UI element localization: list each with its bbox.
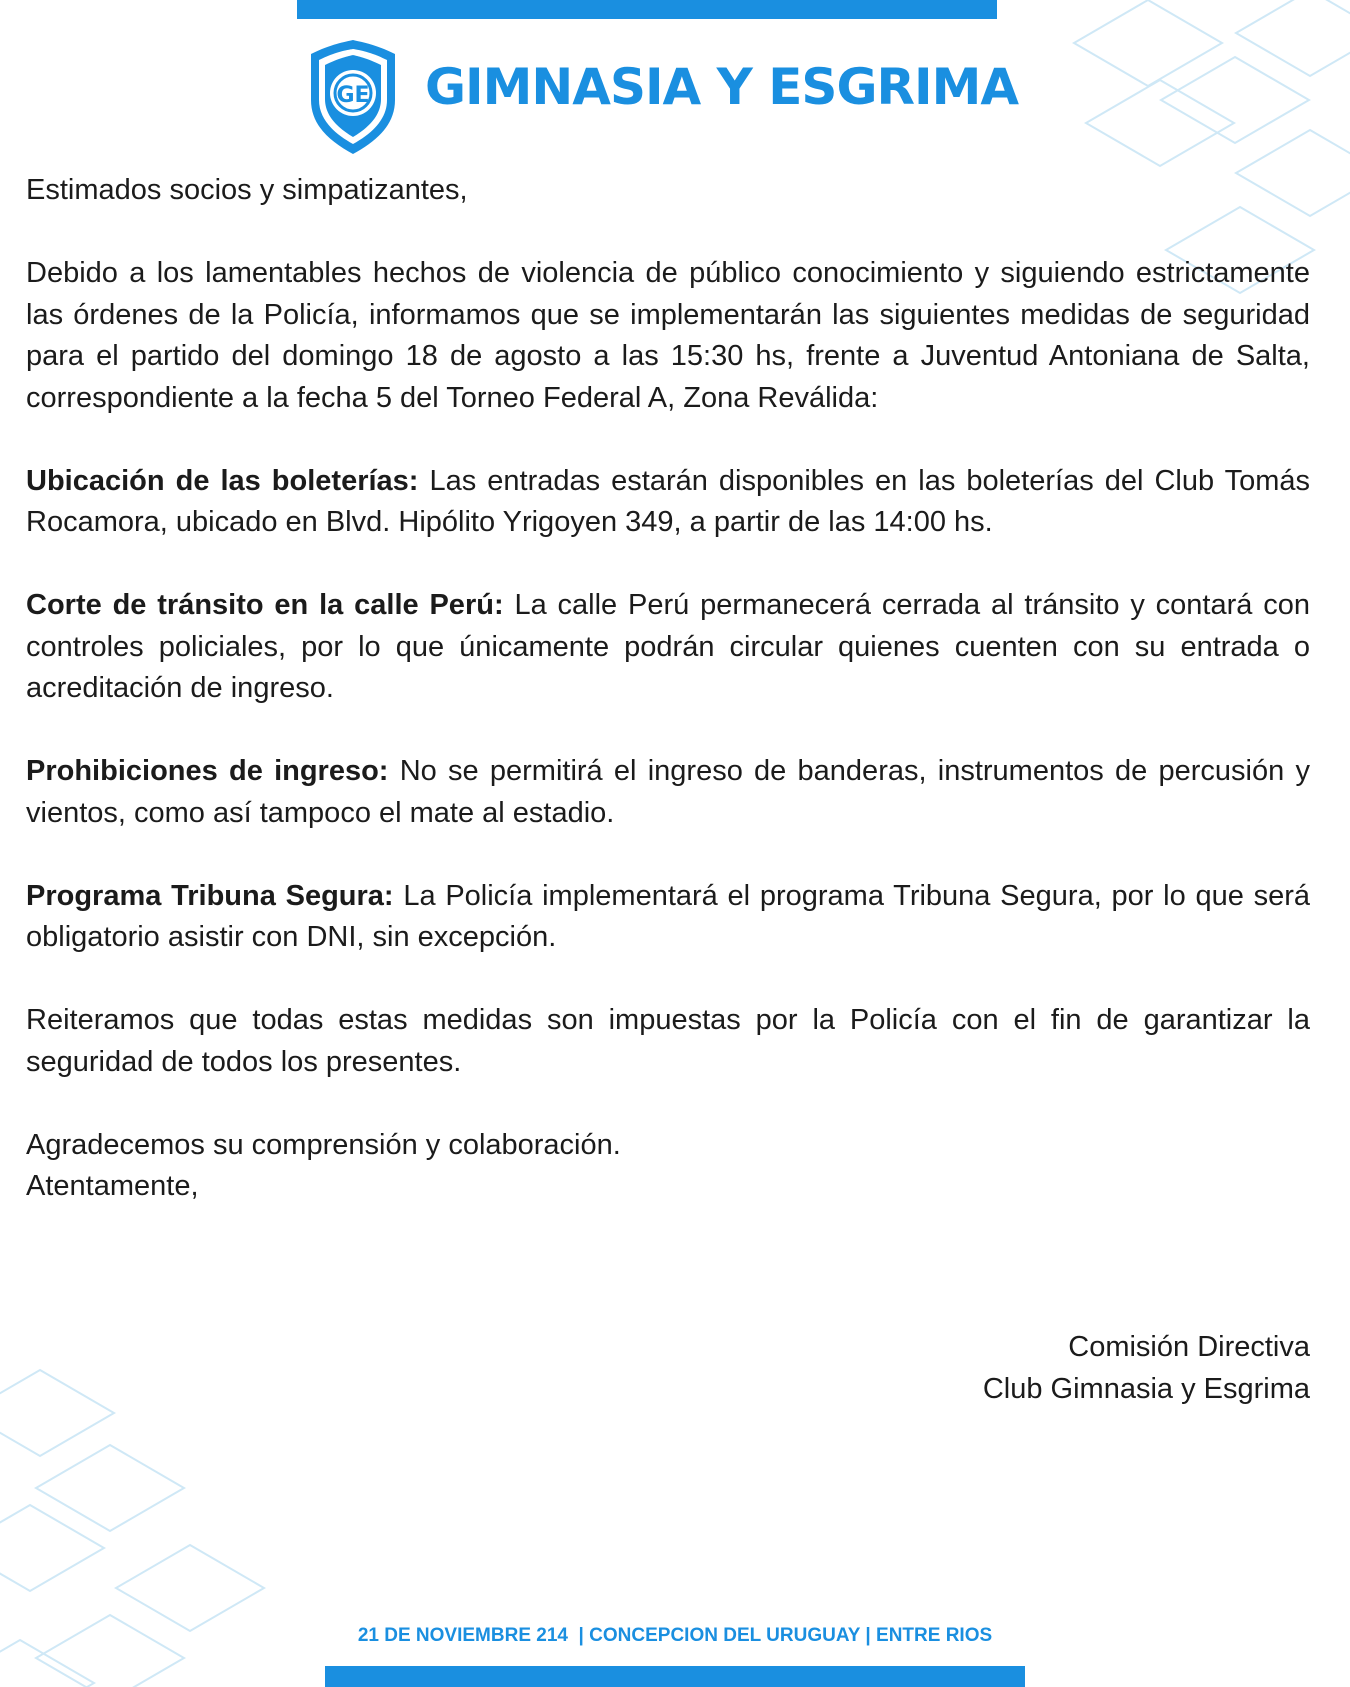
section-heading: Programa Tribuna Segura: — [26, 879, 394, 912]
signature-block — [983, 1327, 1310, 1410]
section-heading: Corte de tránsito en la calle Perú: — [26, 589, 504, 621]
section-heading: Prohibiciones de ingreso: — [26, 755, 389, 787]
intro-paragraph: Debido a los lamentables hechos de violencia de público conocimiento y siguiendo estrictamente las órdenes de la Policía, informamos que se implementarán las siguientes medidas de seguridad para el partido del domingo 18 de agosto a las 15:30 hs, frente a Juventud Antoniana de Salta, correspondiente a la fecha 5 del Torneo Federal A, Zona Reválida: — [26, 257, 1310, 414]
signature-line-1: Comisión Directiva — [1068, 1331, 1310, 1363]
bottom-accent-bar — [325, 1666, 1025, 1687]
shield-crest-icon — [305, 40, 401, 154]
footer-province: ENTRE RIOS — [876, 1625, 993, 1646]
club-name: GIMNASIA Y ESGRIMA — [425, 58, 1019, 116]
footer-address — [0, 1625, 1350, 1647]
section-tribuna-segura — [26, 876, 1310, 959]
letter-body — [26, 170, 1310, 1208]
club-header — [305, 40, 1025, 155]
greeting: Estimados socios y simpatizantes, — [26, 174, 468, 206]
section-text: La calle Perú permanecerá cerrada al tránsito y contará con controles policiales, por lo que únicamente podrán circular quienes cuenten con su entrada o acreditación de ingreso. — [26, 589, 1311, 704]
footer-separator: | — [865, 1625, 871, 1646]
section-prohibiciones — [26, 751, 1310, 834]
section-text: Las entradas estarán disponibles en las boleterías del Club Tomás Rocamora, ubicado en Blvd. Hipólito Yrigoyen 349, a partir de las 14:00 hs. — [26, 464, 1310, 538]
section-text: No se permitirá el ingreso de banderas, instrumentos de percusión y vientos, como así tampoco el mate al estadio. — [26, 755, 1310, 829]
top-accent-bar — [297, 0, 997, 19]
section-transito — [26, 585, 1310, 710]
reiteration-paragraph: Reiteramos que todas estas medidas son impuestas por la Policía con el fin de garantizar la seguridad de todos los presentes. — [26, 1004, 1310, 1078]
crest-monogram: GE — [336, 83, 370, 108]
closing-line: Atentamente, — [26, 1170, 199, 1202]
thanks-line: Agradecemos su comprensión y colaboración. — [26, 1128, 621, 1161]
footer-street: 21 DE NOVIEMBRE 214 — [357, 1625, 568, 1646]
section-heading: Ubicación de las boleterías: — [26, 464, 419, 497]
footer-separator: | — [578, 1625, 584, 1646]
footer-city: CONCEPCION DEL URUGUAY — [589, 1625, 861, 1646]
signature-line-2: Club Gimnasia y Esgrima — [982, 1372, 1310, 1405]
section-text: La Policía implementará el programa Tribuna Segura, por lo que será obligatorio asistir con DNI, sin excepción. — [26, 879, 1311, 953]
section-boleterias — [26, 461, 1310, 544]
